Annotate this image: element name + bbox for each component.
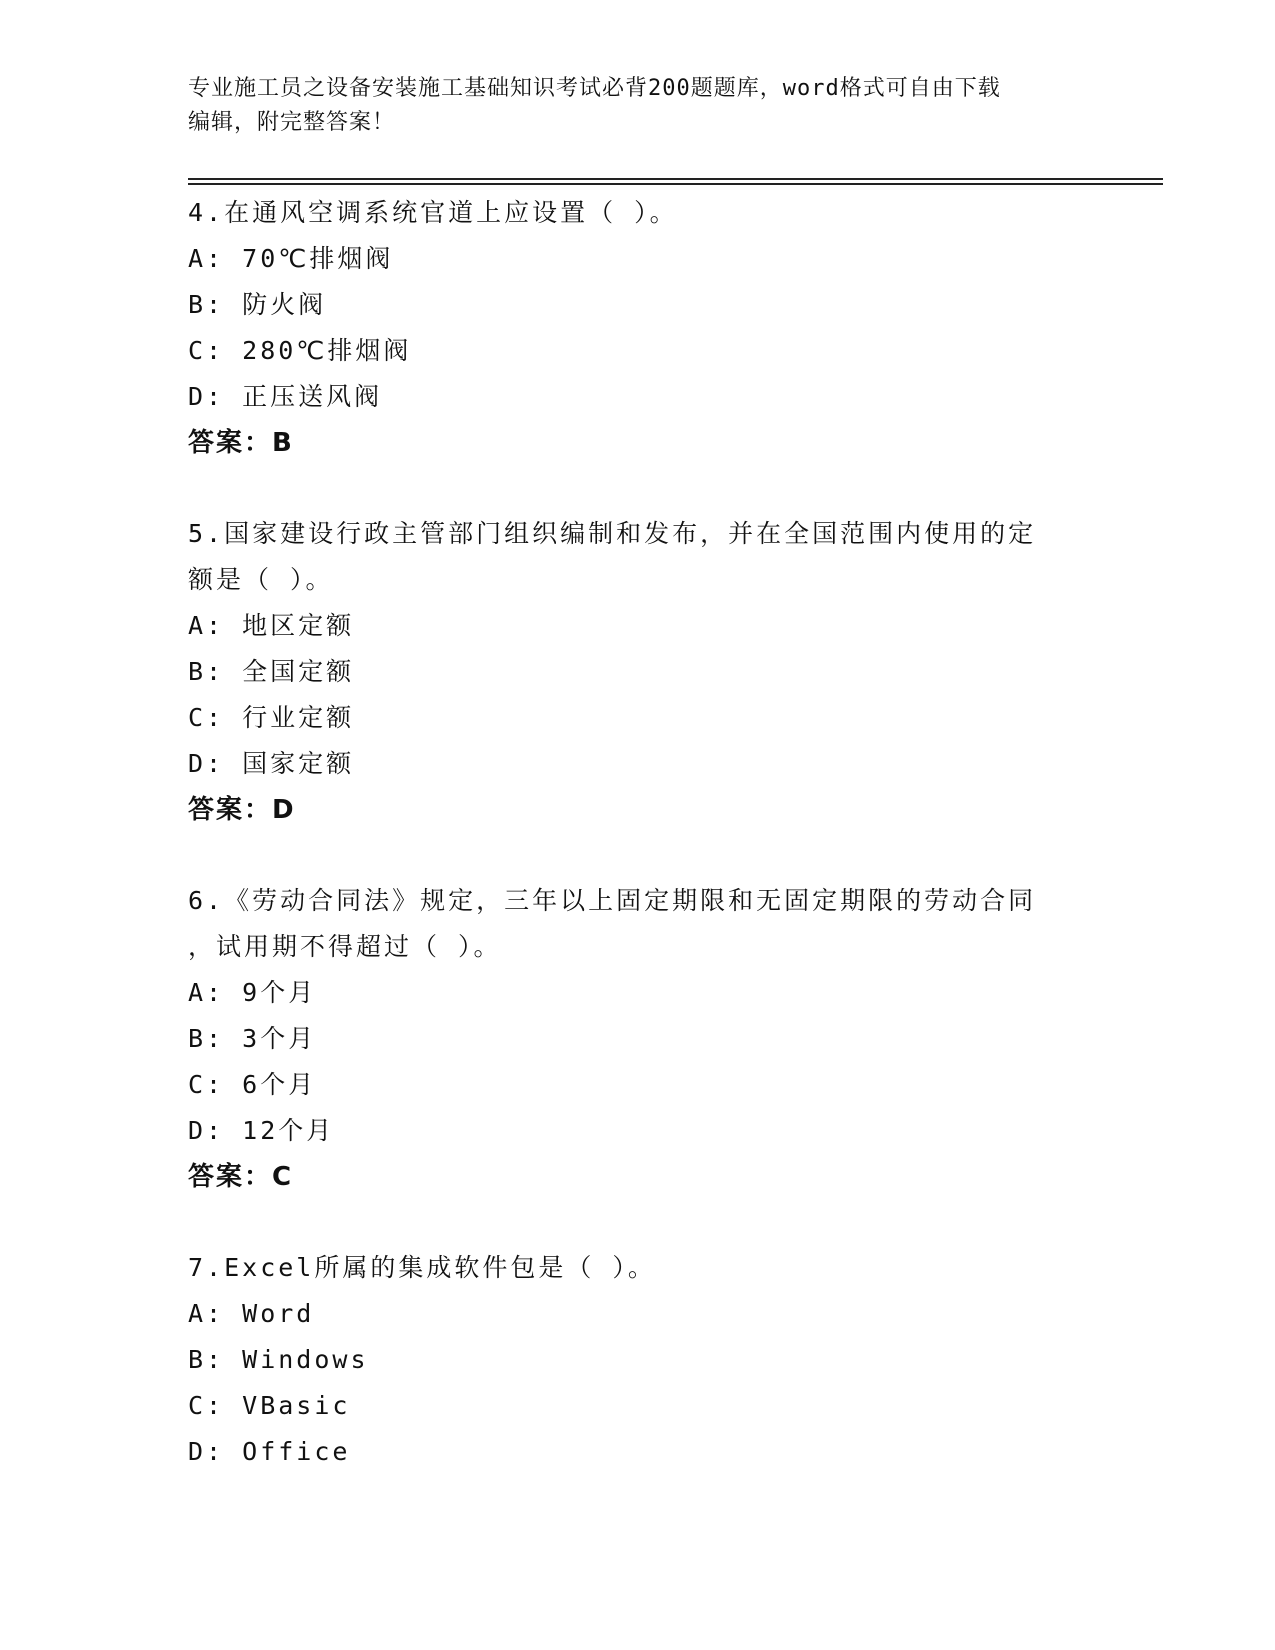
question-5 bbox=[188, 511, 1088, 833]
option-a: A: 9个月 bbox=[188, 978, 317, 1007]
option-d: D: Office bbox=[188, 1437, 351, 1466]
answer-line: 答案：C bbox=[188, 1162, 294, 1192]
option-c: C: 6个月 bbox=[188, 1070, 317, 1099]
question-6 bbox=[188, 878, 1088, 1200]
document-header bbox=[188, 72, 1078, 140]
question-7 bbox=[188, 1245, 1088, 1475]
question-list bbox=[188, 190, 1088, 1520]
option-b: B: Windows bbox=[188, 1345, 369, 1374]
answer-line: 答案：B bbox=[188, 428, 294, 458]
question-stem: 7.Excel所属的集成软件包是（ ）。 bbox=[188, 1253, 656, 1282]
option-b: B: 全国定额 bbox=[188, 657, 355, 686]
question-stem-continued: 额是（ ）。 bbox=[188, 565, 334, 594]
question-4 bbox=[188, 190, 1088, 466]
option-a: A: 地区定额 bbox=[188, 611, 355, 640]
question-stem: 5.国家建设行政主管部门组织编制和发布，并在全国范围内使用的定 bbox=[188, 519, 1037, 548]
question-stem: 4.在通风空调系统官道上应设置（ ）。 bbox=[188, 198, 678, 227]
header-rule-bottom bbox=[188, 183, 1163, 185]
option-a: A: Word bbox=[188, 1299, 315, 1328]
option-b: B: 3个月 bbox=[188, 1024, 317, 1053]
header-line-2: 编辑，附完整答案！ bbox=[188, 110, 396, 135]
option-d: D: 12个月 bbox=[188, 1116, 335, 1145]
question-stem: 6.《劳动合同法》规定，三年以上固定期限和无固定期限的劳动合同 bbox=[188, 886, 1037, 915]
option-c: C: 280℃排烟阀 bbox=[188, 336, 412, 365]
header-rule-top bbox=[188, 178, 1163, 180]
option-c: C: 行业定额 bbox=[188, 703, 355, 732]
header-line-1: 专业施工员之设备安装施工基础知识考试必背200题题库，word格式可自由下载 bbox=[188, 76, 1001, 101]
question-stem-continued: ，试用期不得超过（ ）。 bbox=[188, 932, 502, 961]
option-c: C: VBasic bbox=[188, 1391, 351, 1420]
option-d: D: 国家定额 bbox=[188, 749, 355, 778]
option-a: A: 70℃排烟阀 bbox=[188, 244, 394, 273]
answer-line: 答案：D bbox=[188, 795, 296, 825]
option-b: B: 防火阀 bbox=[188, 290, 327, 319]
option-d: D: 正压送风阀 bbox=[188, 382, 383, 411]
